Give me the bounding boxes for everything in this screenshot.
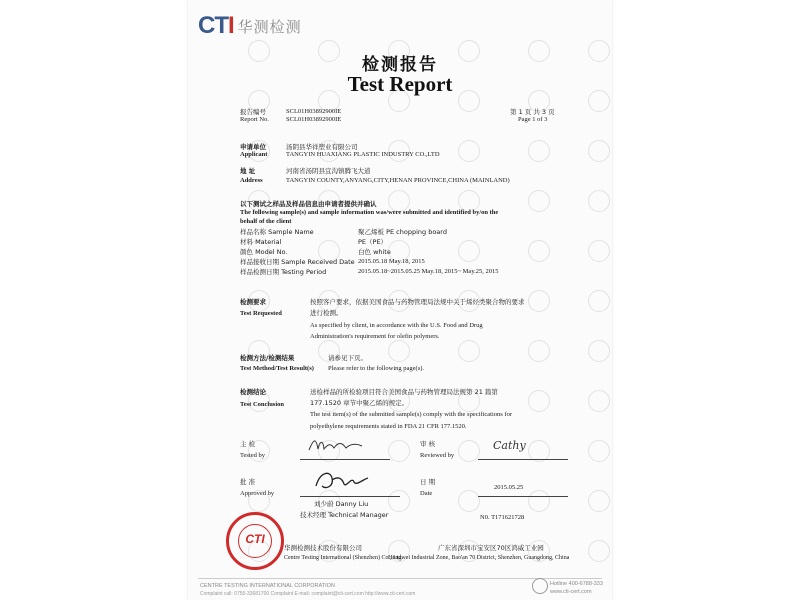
date-value: 2015.05.25 xyxy=(494,484,524,491)
serial-number: N0. T171621728 xyxy=(480,514,525,521)
watermark-icon xyxy=(588,540,610,562)
watermark-icon xyxy=(588,490,610,512)
sample-intro-en1: The following sample(s) and sample information was/were submitted and identified by/on the xyxy=(240,209,499,216)
requested-en2: Administration's requirement for olefin polymers. xyxy=(310,333,440,340)
sample-value: 白色 white xyxy=(358,248,391,256)
footer-contact: Complaint call: 0755-33681700 Complaint E-mail: complaint@cti-cert.com http://www.cti-cert.com xyxy=(200,591,416,597)
reviewed-label-cn: 审 核 xyxy=(420,440,436,448)
sample-label: 样品名称 Sample Name xyxy=(240,228,314,236)
address-label-en: Address xyxy=(240,177,263,184)
report-no-value: SCL01H03892900IE xyxy=(286,108,342,115)
date-label-cn: 日 期 xyxy=(420,478,436,486)
requested-cn1: 按照客户要求，依据美国食品与药物管理局法规中关于烯烃类聚合物的要求 xyxy=(310,298,525,306)
footer-addr-en: Hongwei Industrial Zone, Bao'an 70 District, Shenzhen, Guangdong, China xyxy=(388,555,570,561)
requested-cn2: 进行检测。 xyxy=(310,309,343,317)
report-page xyxy=(188,0,612,600)
conclusion-label-en: Test Conclusion xyxy=(240,401,285,408)
report-no-label-en: Report No. xyxy=(240,116,269,123)
watermark-icon xyxy=(458,140,480,162)
approved-label-en: Approved by xyxy=(240,490,275,497)
watermark-icon xyxy=(588,240,610,262)
applicant-label-en: Applicant xyxy=(240,151,268,158)
approved-label-cn: 批 准 xyxy=(240,478,256,486)
manager-title: 技术经理 Technical Manager xyxy=(300,511,389,519)
company-seal-icon xyxy=(226,512,284,570)
tested-label-cn: 主 检 xyxy=(240,440,256,448)
reviewed-line xyxy=(478,459,568,460)
logo-mark: CTI xyxy=(198,12,234,39)
sample-label: 样品检测日期 Testing Period xyxy=(240,268,327,276)
watermark-icon xyxy=(528,340,550,362)
conclusion-cn1: 送检样品的所检验项目符合美国食品与药物管理局法规第 21 篇第 xyxy=(310,388,498,396)
watermark-icon xyxy=(458,340,480,362)
footer-logo-icon xyxy=(532,578,548,594)
footer-web: www.cti-cert.com xyxy=(550,589,592,595)
address-en: TANGYIN COUNTY,ANYANG,CITY,HENAN PROVINCE,CHINA (MAINLAND) xyxy=(286,177,510,184)
footer-corp: CENTRE TESTING INTERNATIONAL CORPORATION xyxy=(200,583,335,589)
method-label-en: Test Method/Test Result(s) xyxy=(240,365,314,372)
method-value-en: Please refer to the following page(s). xyxy=(328,365,425,372)
watermark-icon xyxy=(528,390,550,412)
watermark-icon xyxy=(588,340,610,362)
title-cn: 检测报告 xyxy=(362,55,438,75)
sample-label: 材料 Material xyxy=(240,238,282,246)
watermark-icon xyxy=(458,240,480,262)
reviewed-label-en: Reviewed by xyxy=(420,452,455,459)
report-no-value-2: SCL01H03892900IE xyxy=(286,116,342,123)
watermark-icon xyxy=(528,290,550,312)
watermark-icon xyxy=(458,490,480,512)
date-line xyxy=(478,496,568,497)
watermark-icon xyxy=(528,190,550,212)
watermark-icon xyxy=(388,340,410,362)
watermark-icon xyxy=(588,440,610,462)
tested-line xyxy=(300,459,390,460)
watermark-icon xyxy=(588,140,610,162)
method-value-cn: 请参见下页。 xyxy=(328,354,367,362)
report-no-label-cn: 报告编号 xyxy=(240,108,266,116)
watermark-icon xyxy=(588,390,610,412)
footer-company-en: Centre Testing International (Shenzhen) Co., Ltd. xyxy=(284,555,403,561)
watermark-icon xyxy=(528,240,550,262)
sample-label: 颜色 Model No. xyxy=(240,248,288,256)
watermark-icon xyxy=(528,140,550,162)
approved-line xyxy=(300,496,400,497)
page-en: Page 1 of 3 xyxy=(518,116,548,123)
watermark-icon xyxy=(388,440,410,462)
applicant-name-en: TANGYIN HUAXIANG PLASTIC INDUSTRY CO.,LTD xyxy=(286,151,440,158)
stamp-text: CTI xyxy=(245,532,265,546)
sample-value: 2015.05.18 May.18, 2015 xyxy=(358,258,425,265)
requested-label-en: Test Requested xyxy=(240,310,282,317)
conclusion-cn2: 177.1520 章节中聚乙烯的规定。 xyxy=(310,399,409,407)
applicant-label-cn: 申请单位 xyxy=(240,143,266,151)
method-label-cn: 检测方法/检测结果 xyxy=(240,354,295,362)
watermark-icon xyxy=(588,290,610,312)
sample-label: 样品接收日期 Sample Received Date xyxy=(240,258,355,266)
tested-label-en: Tested by xyxy=(240,452,265,459)
tested-signature-icon xyxy=(306,434,376,456)
sample-value: 聚乙烯板 PE chopping board xyxy=(358,228,447,236)
footer-company-cn: 华测检测技术股份有限公司 xyxy=(284,544,362,552)
watermark-icon xyxy=(388,490,410,512)
logo-cn: 华测检测 xyxy=(237,17,302,36)
watermark-icon xyxy=(528,490,550,512)
conclusion-en1: The test item(s) of the submitted sample(s) comply with the specifications for xyxy=(310,411,512,418)
conclusion-en2: polyethylene requirements stated in FDA 21 CFR 177.1520. xyxy=(310,423,467,430)
applicant-name-cn: 汤阴县华祥塑业有限公司 xyxy=(286,143,358,151)
footer-addr-cn: 广东省深圳市宝安区70区鸿威工业园 xyxy=(438,544,544,552)
sample-intro-cn: 以下测试之样品及样品信息由申请者提供并确认 xyxy=(240,200,377,208)
watermark-icon xyxy=(588,190,610,212)
requested-label-cn: 检测要求 xyxy=(240,298,266,306)
date-label-en: Date xyxy=(420,490,433,497)
watermark-icon xyxy=(458,440,480,462)
page-cn: 第 1 页 共 3 页 xyxy=(510,108,555,116)
cti-logo xyxy=(198,12,302,40)
manager-name: 刘少蔚 Danny Liu xyxy=(314,500,369,508)
requested-en1: As specified by client, in accordance with the U.S. Food and Drug xyxy=(310,322,483,329)
address-label-cn: 地 址 xyxy=(240,167,256,175)
title-en: Test Report xyxy=(347,72,453,96)
sample-value: PE（PE） xyxy=(358,238,388,246)
approved-signature-icon xyxy=(308,464,378,496)
reviewed-signature: Cathy xyxy=(493,439,526,452)
address-cn: 河南省汤阴县宜沟镇腾飞大道 xyxy=(286,167,371,175)
footer-hotline: Hotline 400-6788-333 xyxy=(550,581,603,587)
conclusion-label-cn: 检测结论 xyxy=(240,388,266,396)
sample-intro-en2: behalf of the client xyxy=(240,218,292,225)
sample-value: 2015.05.18~2015.05.25 May.18, 2015~ May.25, 2015 xyxy=(358,268,499,275)
